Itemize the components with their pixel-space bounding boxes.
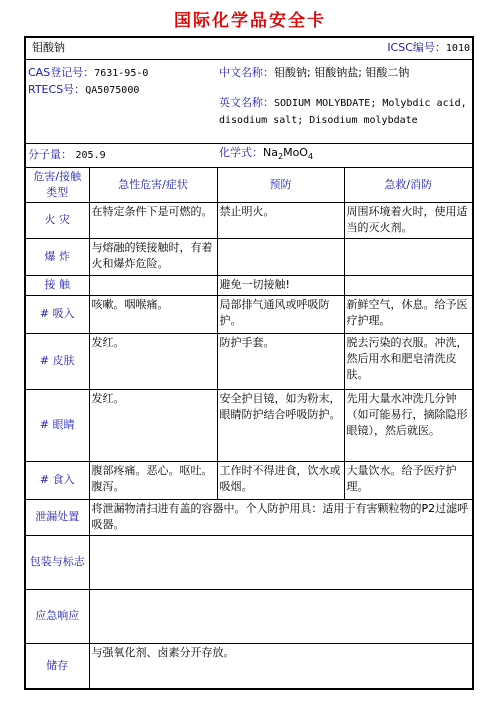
header-row [25, 167, 473, 202]
hazard-row-inhalation [25, 295, 473, 333]
header-type: 危害/接触类型 [25, 167, 89, 202]
spill-text: 将泄漏物清扫进有盖的容器中。个人防护用具：适用于有害颗粒物的P2过滤呼吸器。 [89, 499, 473, 535]
hazard-symptoms: 咳嗽。咽喉痛。 [89, 295, 217, 333]
emergency-label: 应急响应 [25, 589, 89, 643]
header-firstaid: 急救/消防 [344, 167, 473, 202]
hazard-symptoms [89, 275, 217, 295]
hazard-symptoms: 与熔融的镁接触时，有着火和爆炸危险。 [89, 238, 217, 275]
cas-value: 7631-95-0 [94, 67, 149, 79]
icsc-label: ICSC编号： [387, 40, 446, 54]
hazard-firstaid: 脱去污染的衣服。冲洗，然后用水和肥皂清洗皮肤。 [344, 333, 473, 389]
hazard-firstaid [344, 275, 473, 295]
en-names: SODIUM MOLYBDATE; Molybdic acid, disodium salt; Disodium molybdate [219, 97, 467, 126]
hazard-firstaid [344, 238, 473, 275]
hazard-type: # 食入 [25, 461, 89, 499]
storage-text: 与强氧化剂、卤素分开存放。 [89, 643, 473, 689]
header-prevention: 预防 [217, 167, 344, 202]
hazard-symptoms: 发红。 [89, 389, 217, 461]
hazard-prevention: 防护手套。 [217, 333, 344, 389]
cn-name-label: 中文名称： [219, 65, 274, 79]
hazard-type: # 皮肤 [25, 333, 89, 389]
hazard-prevention: 避免一切接触! [217, 275, 344, 295]
packaging-label: 包装与标志 [25, 535, 89, 589]
safety-card-table [24, 36, 474, 690]
storage-row [25, 643, 473, 689]
spill-label: 泄漏处置 [25, 499, 89, 535]
mw-value: 205.9 [75, 149, 106, 161]
icsc-number [387, 40, 470, 57]
hazard-row-fire [25, 202, 473, 238]
mw-label: 分子量： [28, 147, 72, 161]
hazard-symptoms: 在特定条件下是可燃的。 [89, 202, 217, 238]
rtecs-label: RTECS号： [28, 82, 86, 96]
rtecs-value: QA5075000 [85, 84, 140, 96]
icsc-value: 1010 [445, 42, 470, 54]
name-row [25, 37, 473, 59]
hazard-firstaid: 周围环境着火时，使用适当的灭火剂。 [344, 202, 473, 238]
hazard-row-contact [25, 275, 473, 295]
formula-label: 化学式： [219, 145, 263, 159]
card-title: 国际化学品安全卡 [174, 11, 326, 31]
hazard-symptoms: 发红。 [89, 333, 217, 389]
hazard-type: # 眼睛 [25, 389, 89, 461]
emergency-row [25, 589, 473, 643]
hazard-prevention: 工作时不得进食，饮水或吸烟。 [217, 461, 344, 499]
hazard-row-explosion [25, 238, 473, 275]
hazard-type: 火 灾 [25, 202, 89, 238]
storage-label: 储存 [25, 643, 89, 689]
hazard-firstaid: 先用大量水冲洗几分钟（如可能易行，摘除隐形眼镜），然后就医。 [344, 389, 473, 461]
packaging-text [89, 535, 473, 589]
hazard-symptoms: 腹部疼痛。恶心。呕吐。腹泻。 [89, 461, 217, 499]
emergency-text [89, 589, 473, 643]
hazard-row-eyes [25, 389, 473, 461]
hazard-row-ingestion [25, 461, 473, 499]
hazard-prevention [217, 238, 344, 275]
formula-value: $Na_2MoO_4$ [263, 145, 314, 162]
hazard-prevention: 安全护目镜，如为粉末，眼睛防护结合呼吸防护。 [217, 389, 344, 461]
header-symptoms: 急性危害/症状 [89, 167, 217, 202]
hazard-type: # 吸入 [25, 295, 89, 333]
hazard-row-skin [25, 333, 473, 389]
hazard-firstaid: 大量饮水。给予医疗护理。 [344, 461, 473, 499]
cn-names: 钼酸钠; 钼酸钠盐; 钼酸二钠 [274, 65, 410, 79]
packaging-row [25, 535, 473, 589]
hazard-type: 接 触 [25, 275, 89, 295]
formula-row [25, 143, 473, 167]
hazard-firstaid: 新鲜空气，休息。给予医疗护理。 [344, 295, 473, 333]
en-name-label: 英文名称： [219, 95, 274, 109]
hazard-prevention: 局部排气通风或呼吸防护。 [217, 295, 344, 333]
hazard-type: 爆 炸 [25, 238, 89, 275]
hazard-prevention: 禁止明火。 [217, 202, 344, 238]
substance-name: 钼酸钠 [32, 40, 65, 54]
cas-label: CAS登记号： [28, 65, 95, 79]
spill-row [25, 499, 473, 535]
identity-row [25, 59, 473, 143]
